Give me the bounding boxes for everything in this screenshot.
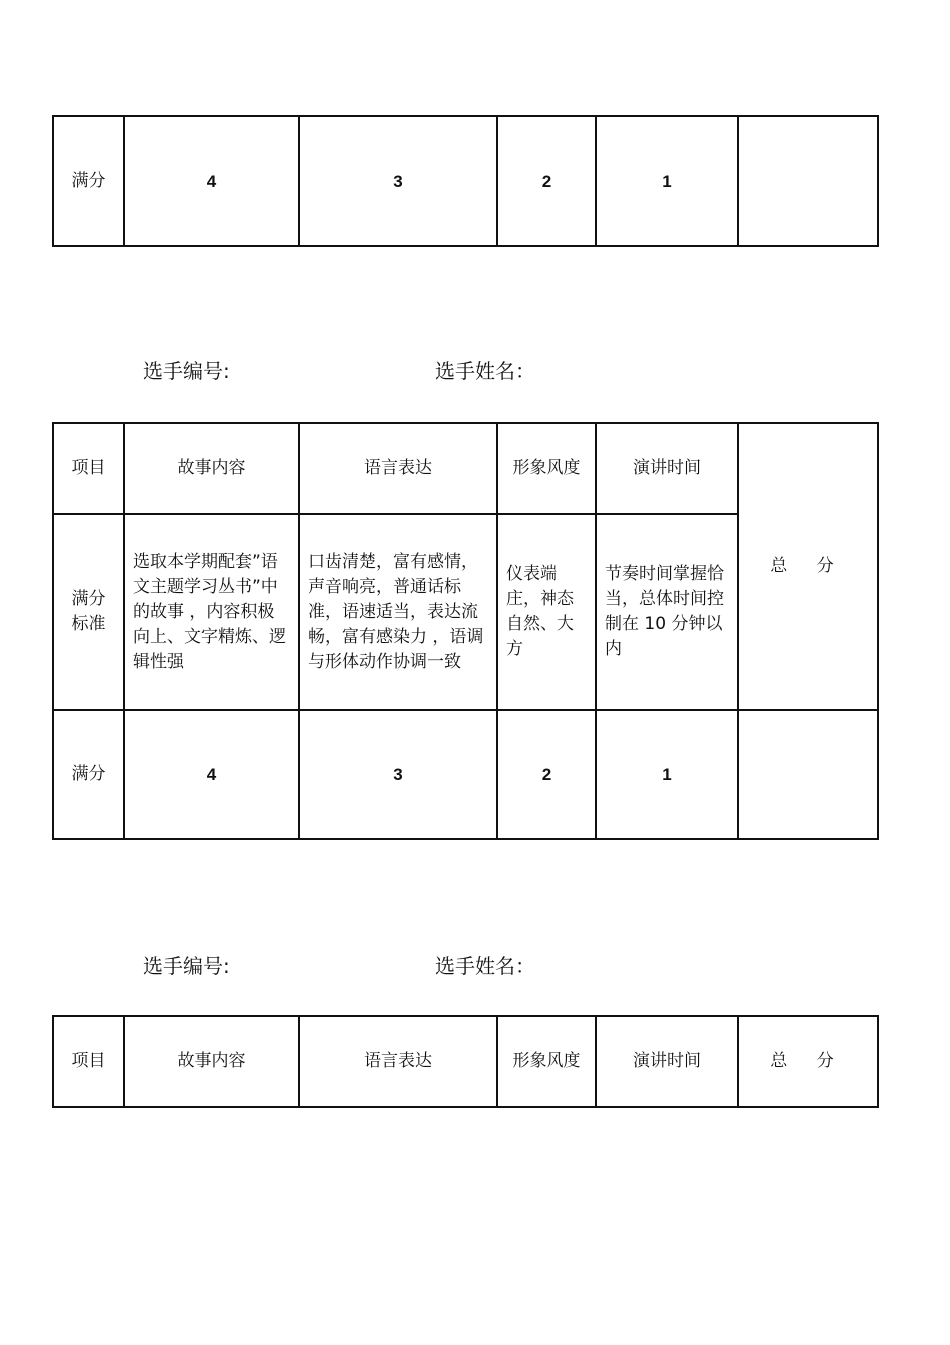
header-language: 语言表达	[299, 423, 497, 514]
criteria-appearance: 仪表端庄，神态自然、大方	[497, 514, 596, 710]
header-item: 项目	[53, 423, 124, 514]
header-story-content: 故事内容	[124, 423, 299, 514]
score-time: 1	[596, 710, 738, 839]
criteria-time: 节奏时间掌握恰当，总体时间控制在 10 分钟以内	[596, 514, 738, 710]
score-appearance: 2	[497, 710, 596, 839]
score-language: 3	[299, 710, 497, 839]
score-appearance: 2	[497, 116, 596, 246]
criteria-label: 满分标准	[53, 514, 124, 710]
score-story-content: 4	[124, 710, 299, 839]
player-number-label: 选手编号:	[143, 359, 230, 383]
header-item: 项目	[53, 1016, 124, 1107]
header-total: 总 分	[738, 423, 878, 710]
score-table-1	[52, 115, 879, 247]
header-language: 语言表达	[299, 1016, 497, 1107]
score-table-3	[52, 1015, 879, 1108]
full-score-label: 满分	[53, 710, 124, 839]
total-score-cell	[738, 116, 878, 246]
total-score-cell	[738, 710, 878, 839]
header-appearance: 形象风度	[497, 423, 596, 514]
header-appearance: 形象风度	[497, 1016, 596, 1107]
score-story-content: 4	[124, 116, 299, 246]
player-name-label: 选手姓名：	[435, 359, 535, 383]
full-score-label: 满分	[53, 116, 124, 246]
header-story-content: 故事内容	[124, 1016, 299, 1107]
score-language: 3	[299, 116, 497, 246]
header-time: 演讲时间	[596, 423, 738, 514]
player-number-label: 选手编号:	[143, 954, 230, 978]
score-time: 1	[596, 116, 738, 246]
score-table-2	[52, 422, 879, 840]
criteria-language: 口齿清楚，富有感情，声音响亮，普通话标准，语速适当，表达流畅，富有感染力 ，语调与形体动作协调一致	[299, 514, 497, 710]
player-name-label: 选手姓名：	[435, 954, 535, 978]
header-total: 总 分	[738, 1016, 878, 1107]
header-time: 演讲时间	[596, 1016, 738, 1107]
criteria-story-content: 选取本学期配套”语文主题学习丛书”中的故事 ，内容积极向上、文字精炼、逻辑性强	[124, 514, 299, 710]
